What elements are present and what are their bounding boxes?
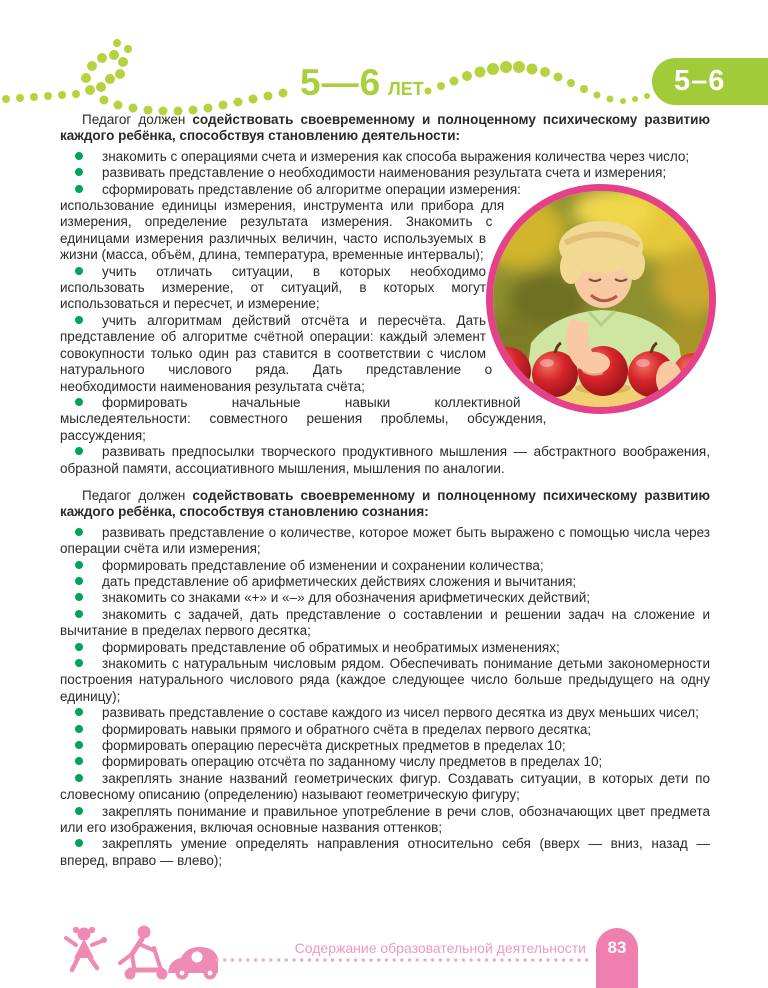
footer-caption: Содержание образовательной деятельности	[294, 940, 586, 956]
bullet-icon	[75, 708, 83, 716]
footer-icons	[60, 924, 218, 982]
dancing-child-icon	[66, 927, 107, 970]
list-item: учить алгоритмам действий отсчёта и пересчёта. Дать представление об алгоритме счётной операции: каждый элемент совокупности только один раз ставится в соответствии с числом натурального числового ряда. Дать представление о необходимости наименования результата счёта;	[60, 312, 493, 394]
list-item: дать представление об арифметических действиях сложения и вычитания;	[60, 574, 710, 590]
bullet-icon	[75, 807, 83, 815]
bullet-icon	[75, 593, 83, 601]
bullet-icon	[75, 741, 83, 749]
car-icon	[168, 947, 218, 980]
list-item: развивать предпосылки творческого продуктивного мышления — абстрактного воображения, образной памяти, ассоциативного мышления, мышления по аналогии.	[60, 444, 710, 476]
bullet-icon	[75, 152, 83, 160]
bullet-icon	[75, 610, 83, 618]
list-item: развивать представление о количестве, которое может быть выражено с помощью числа через операции счёта или измерения;	[60, 524, 710, 557]
bullet-icon	[75, 528, 83, 536]
bullet-icon	[75, 168, 83, 176]
bullet-icon	[75, 659, 83, 667]
list-item: знакомить с задачей, дать представление о составлении и решении задач на сложение и вычитание в пределах первого десятка;	[60, 606, 710, 639]
list-item: знакомить со знаками «+» и «–» для обозначения арифметических действий;	[60, 590, 710, 606]
list-item: формировать начальные навыки коллективной мыследеятельности: совместного решения проблемы, обсуждения, рассуждения;	[60, 394, 547, 443]
bullet-icon	[75, 267, 83, 275]
page-number-badge	[596, 928, 638, 988]
list-item: учить отличать ситуации, в которых необходимо использовать измерение, от ситуаций, в которых могут использоваться и пересчет, и измерение;	[60, 263, 486, 312]
bullet-icon	[75, 643, 83, 651]
section-intro: Педагог должен содействовать своевременному и полноценному психическому развитию каждого ребёнка, способствуя становлению сознания:	[60, 487, 710, 520]
child-photo	[486, 184, 716, 414]
list-item: развивать представление о необходимости наименования результата счета и измерения;	[60, 165, 710, 181]
bullet-icon	[75, 316, 83, 324]
bullet-icon	[75, 185, 83, 193]
scooter-child-icon	[120, 926, 168, 980]
list-item: сформировать представление об алгоритме операции измерения: использование единицы измерения, инструмента или прибора для измерения, определение результата измерения. Знакомить с единицами измерения различных величин, часто используемых в жизни (масса, объём, длина, температура, временные интервалы);	[60, 181, 521, 263]
list-item: закреплять понимание и правильное употребление в речи слов, обозначающих цвет предмета или его изображения, включая основные названия оттенков;	[60, 803, 710, 836]
boy-counting-apples-illustration	[493, 191, 709, 407]
age-range-label: 5—6	[300, 62, 382, 103]
bullet-icon	[75, 839, 83, 847]
bullet-icon	[75, 725, 83, 733]
list-item: закреплять знание названий геометрических фигур. Создавать ситуации, в которых дети по словесному описанию (определению) называют геометрическую фигуру;	[60, 770, 710, 803]
list-item: закреплять умение определять направления относительно себя (вверх — вниз, назад — вперед, вправо — влево);	[60, 836, 710, 868]
list-item: знакомить с натуральным числовым рядом. Обеспечивать понимание детьми закономерности построения натурального числового ряда (каждое следующее число больше предыдущего на одну единицу);	[60, 656, 710, 704]
bullet-icon	[75, 561, 83, 569]
list-item: формировать операцию пересчёта дискретных предметов в пределах 10;	[60, 738, 710, 754]
bullet-icon	[75, 447, 83, 455]
list-item: формировать представление об обратимых и необратимых изменениях;	[60, 640, 710, 656]
list-item: формировать представление об изменении и сохранении количества;	[60, 558, 710, 574]
list-item: формировать операцию отсчёта по заданному числу предметов в пределах 10;	[60, 754, 710, 770]
page-number: 83	[607, 938, 627, 957]
list-item: знакомить с операциями счета и измерения как способа выражения количества через число;	[60, 149, 710, 165]
age-range-tab	[652, 58, 768, 105]
section-intro: Педагог должен содействовать своевременному и полноценному психическому развитию каждого ребёнка, способствуя становлению деятельности:	[60, 112, 710, 144]
age-word-label: ЛЕТ	[388, 79, 424, 99]
age-tab-label: 5–6	[674, 65, 726, 97]
footer-dotted-line	[214, 956, 594, 964]
bullet-icon	[75, 398, 83, 406]
list-item: развивать представление о составе каждого из чисел первого десятка из двух меньших чисел;	[60, 705, 710, 721]
page-title	[300, 62, 424, 104]
main-text	[60, 112, 710, 869]
bullet-icon	[75, 774, 83, 782]
bullet-icon	[75, 757, 83, 765]
bullet-icon	[75, 577, 83, 585]
list-item: формировать навыки прямого и обратного счёта в пределах первого десятка;	[60, 722, 710, 738]
